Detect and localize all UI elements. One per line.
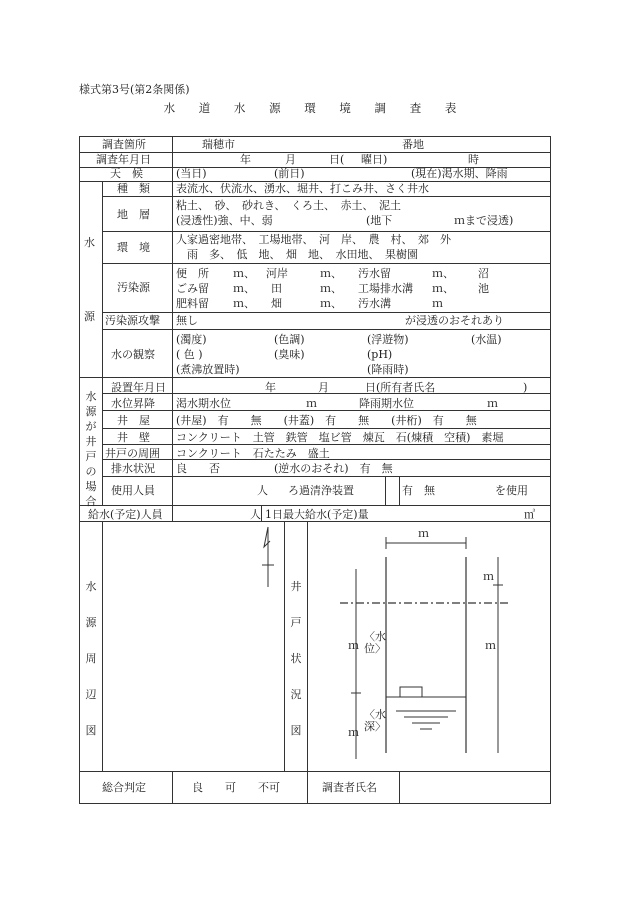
environment-line2: 雨 多、 低 地、 畑 地、 水田地、 果樹園 [176,248,418,261]
install-year: 年 [265,381,276,394]
pollution-item: 肥料留 [176,297,209,310]
level-label: 水位昇降 [111,397,155,410]
drain-text1: 良 否 [176,462,220,475]
location-label: 調査箇所 [102,138,146,151]
pollution-unit: ｍ、 [233,267,255,280]
north-arrow-icon [258,525,278,589]
pollution-item: 田 [271,282,282,295]
date-year: 年 [240,153,251,166]
pollution-item: 池 [478,282,489,295]
pollution-unit: ｍ、 [320,297,342,310]
observation-rain: (降雨時) [367,363,409,376]
level-rain: 降雨期水位 [359,397,414,410]
observation-floating: (浮遊物) [367,333,409,346]
water-level-m: ｍ [348,639,359,652]
weather-today: (当日) [176,167,207,180]
pollution-unit: ｍ [432,297,443,310]
source-side-label-2: 源 [84,310,95,323]
users-label: 使用人員 [111,484,155,497]
surround-label: 井戸の周囲 [105,447,160,460]
supply-unit: 人 [250,508,261,521]
pollution-unit: ｍ、 [432,267,454,280]
date-weekday: 曜日) [361,153,388,166]
pollution-unit: ｍ、 [320,267,342,280]
pollution-item: 汚水溝 [358,297,391,310]
pollution-item: 工場排水溝 [358,282,413,295]
source-side-label-1: 水 [84,236,95,249]
judgement-label: 総合判定 [102,781,146,794]
filter-use-end: を使用 [495,484,528,497]
date-month: 月 [285,153,296,166]
max-supply-unit: ㎥ [524,508,535,521]
total-depth-m: ｍ [485,639,496,652]
drain-label: 排水状況 [111,462,155,475]
supply-label: 給水(予定)人員 [88,508,163,521]
type-value: 表流水、伏流水、湧水、堀井、打こみ井、さく井水 [176,182,429,195]
stratum-line3a: (地下 [366,214,393,227]
attack-text: が浸透のおそれあり [405,314,504,327]
date-hour: 時 [468,153,479,166]
pollution-item: 畑 [271,297,282,310]
filter-use: 有 無 [402,484,435,497]
water-depth-m: ｍ [348,726,359,739]
stratum-line2: (浸透性)強、中、弱 [176,214,273,227]
install-month: 月 [318,381,329,394]
observation-turbidity: (濁度) [176,333,207,346]
pollution-unit: ｍ、 [233,297,255,310]
attack-label: 汚染源攻撃 [105,314,160,327]
observation-ph: (pH) [367,348,393,361]
weather-label: 天 候 [110,167,143,180]
well-depth-m: ｍ [483,570,494,583]
form-number: 様式第3号(第2条関係) [79,83,190,96]
observation-boil: (煮沸放置時) [176,363,240,376]
roof-text: (井屋) 有 無 (井蓋) 有 無 (井桁) 有 無 [176,414,477,427]
drain-text2: (逆水のおそれ) 有 無 [274,462,393,475]
date-label: 調査年月日 [96,153,151,166]
location-city: 瑞穂市 [202,138,235,151]
roof-label: 井 屋 [117,414,150,427]
filter-label: ろ過清浄装置 [288,484,354,497]
judgement-grades: 良 可 不可 [192,781,280,794]
install-day: 日(所有者氏名 [365,381,436,394]
weather-prev: (前日) [274,167,305,180]
observation-color: ( 色 ) [176,348,203,361]
pollution-item: 汚水留 [358,267,391,280]
level-m1: ｍ [306,397,317,410]
pollution-item: 沼 [478,267,489,280]
pollution-item: 便 所 [176,267,209,280]
stratum-label: 地 層 [117,208,150,221]
well-cross-section [330,523,530,767]
attack-none: 無し [176,314,198,327]
pollution-item: ごみ留 [176,282,209,295]
water-level-label: 〈水位〉 [364,630,386,655]
environment-label: 環 境 [117,241,150,254]
surround-text: コンクリート 石たたみ 盛土 [176,447,330,460]
stratum-line1: 粘土、 砂、 砂れき、 くろ土、 赤土、 泥土 [176,199,402,212]
location-banchi: 番地 [402,138,424,151]
observation-label: 水の観察 [111,348,155,361]
wall-label: 井 壁 [117,431,150,444]
pollution-item: 河岸 [266,267,288,280]
form-title: 水 道 水 源 環 境 調 査 表 [163,101,467,115]
level-dry: 渇水期水位 [176,397,231,410]
well-diagram-label: 井戸状況図 [290,580,302,737]
pollution-unit: ｍ、 [233,282,255,295]
pollution-label: 汚染源 [117,281,150,294]
inspector-label: 調査者氏名 [322,781,377,794]
date-day: 日( [329,153,345,166]
water-depth-label: 〈水深〉 [364,708,386,733]
well-side-label: 水源が井戸の場合 [85,390,97,508]
well-width-m: ｍ [418,527,429,540]
observation-temp: (水温) [471,333,502,346]
level-m2: ｍ [487,397,498,410]
observation-tone: (色調) [274,333,305,346]
pollution-unit: ｍ、 [432,282,454,295]
pollution-unit: ｍ、 [320,282,342,295]
wall-text: コンクリート 土管 鉄管 塩ビ管 煉瓦 石(煉積 空積) 素堀 [176,431,504,444]
surround-diagram-label: 水源周辺図 [85,580,97,737]
weather-now: (現在)渇水期、降雨 [411,167,508,180]
max-supply-label: 1日最大給水(予定)量 [265,508,369,521]
stratum-line3b: ｍまで浸透) [454,214,514,227]
users-unit: 人 [257,484,268,497]
observation-odor: (臭味) [274,348,305,361]
install-close: ) [523,381,528,394]
survey-table [79,136,551,804]
environment-line1: 人家過密地帯、 工場地帯、 河 岸、 農 村、 郊 外 [176,233,451,246]
install-label: 設置年月日 [111,381,166,394]
type-label: 種 類 [117,182,150,195]
